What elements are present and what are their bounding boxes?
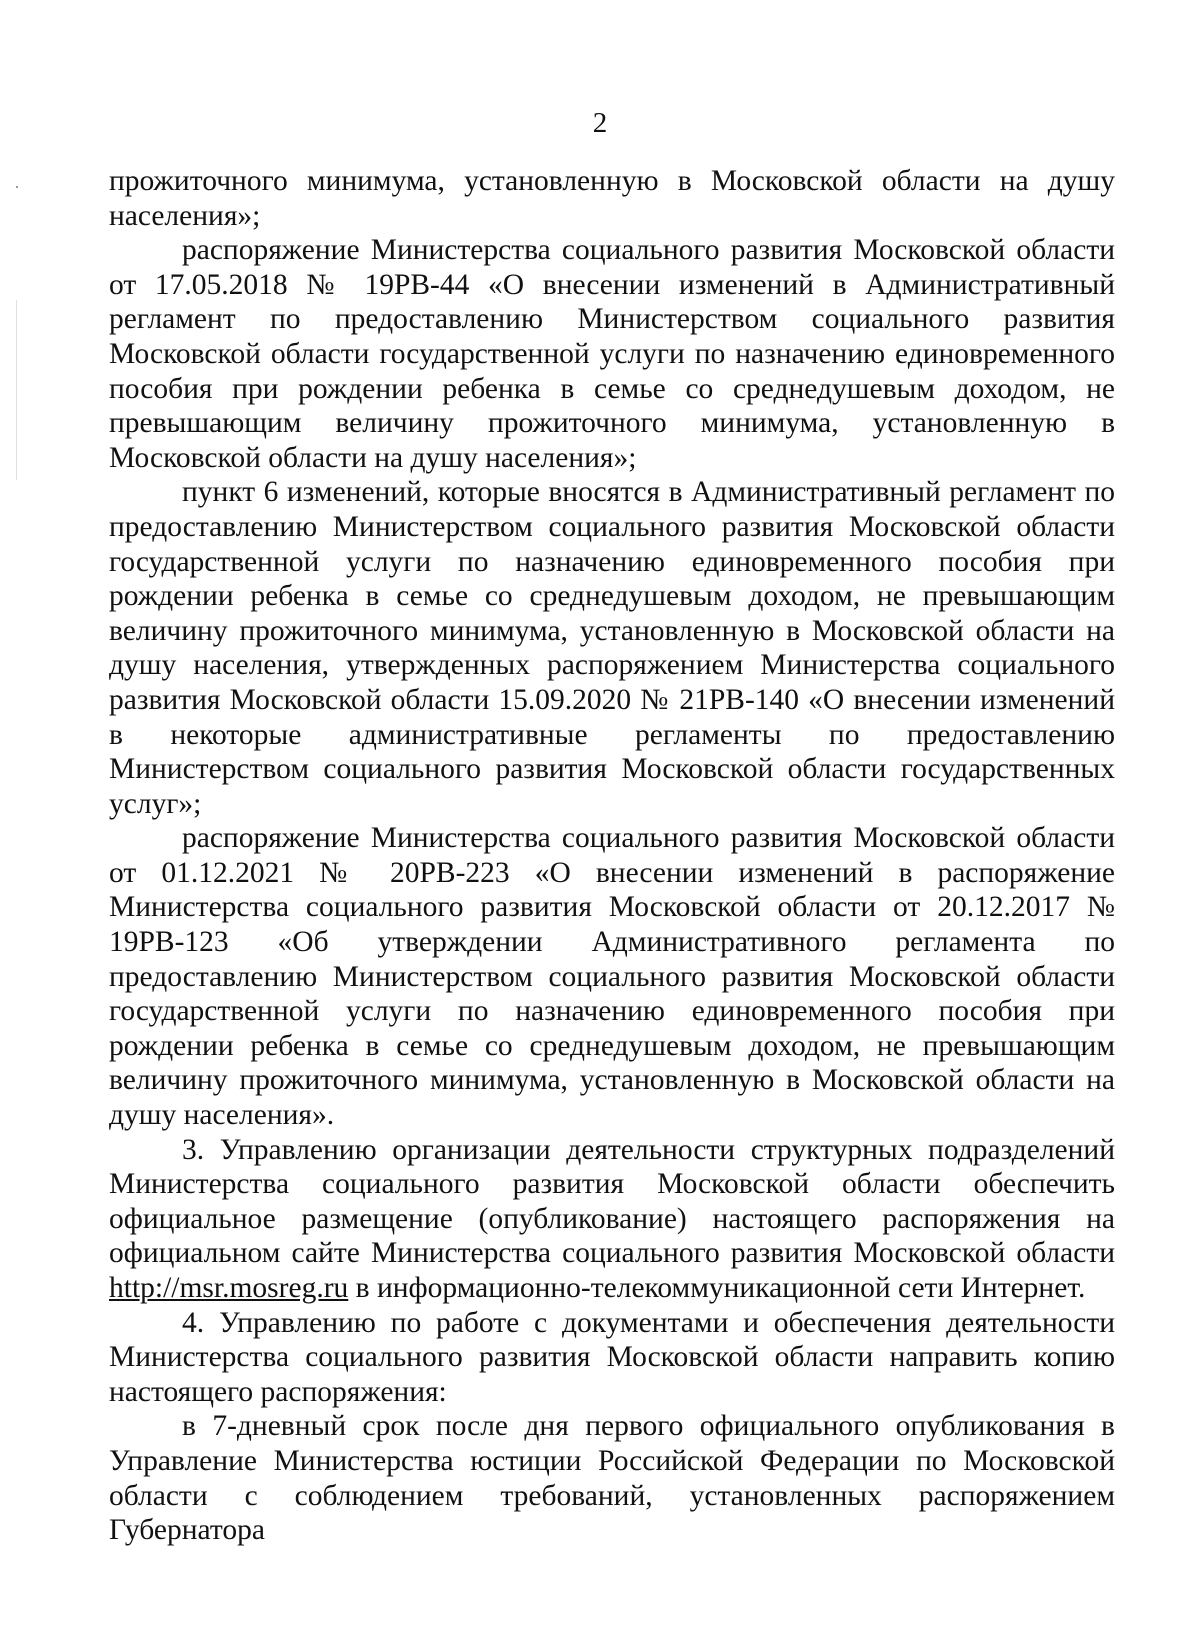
scan-artifact [16,186,18,188]
page-number: 2 [592,107,608,139]
paragraph-section-4-term: в 7-дневный срок после дня первого официального опубликования в Управление Министерства юстиции Российской Федерации по Московской области с соблюдением требований, установленных распоряжением Губернатора [109,1410,1115,1547]
document-body [109,163,1115,1548]
paragraph-section-4: 4. Управлению по работе с документами и обеспечения деятельности Министерства социального развития Московской области направить копию настоящего распоряжения: [109,1306,1115,1408]
paragraph-continuation: прожиточного минимума, установленную в Московской области на душу населения»; [109,165,1115,232]
ministry-website-link[interactable]: http://msr.mosreg.ru [109,1272,349,1304]
paragraph-order-2018: распоряжение Министерства социального развития Московской области от 17.05.2018 № 19РВ-44 «О внесении изменений в Административный регламент по предоставлению Министерством социального развития Московской области государственной услуги по назначению единовременного пособия при рождении ребенка в семье со среднедушевым доходом, не превышающим величину прожиточного минимума, установленную в Московской области на душу населения»; [109,234,1115,474]
paragraph-item-6-changes: пункт 6 изменений, которые вносятся в Административный регламент по предоставлению Министерством социального развития Московской области государственной услуги по назначению единовременного пособия при рождении ребенка в семье со среднедушевым доходом, не превышающим величину прожиточного минимума, установленную в Московской области на душу населения, утвержденных распоряжением Министерства социального развития Московской области 15.09.2020 № 21РВ-140 «О внесении изменений в некоторые административные регламенты по предоставлению Министерством социального развития Московской области государственных услуг»; [109,476,1115,820]
section-3-text: 3. Управлению организации деятельности структурных подразделений Министерства социального развития Московской области обеспечить официальное размещение (опубликование) настоящего распоряжения на официальном сайте Министерства социального развития Московской области [109,1133,1115,1270]
paragraph-section-3 [109,1133,1115,1306]
section-3-text-end: в информационно-телекоммуникационной сети Интернет. [348,1272,1086,1304]
scan-edge-mark [16,300,17,480]
paragraph-order-2021: распоряжение Министерства социального развития Московской области от 01.12.2021 № 20РВ-223 «О внесении изменений в распоряжение Министерства социального развития Московской области от 20.12.2017 № 19РВ-123 «Об утверждении Административного регламента по предоставлению Министерством социального развития Московской области государственной услуги по назначению единовременного пособия при рождении ребенка в семье со среднедушевым доходом, не превышающим величину прожиточного минимума, установленную в Московской области на душу населения». [109,822,1115,1132]
